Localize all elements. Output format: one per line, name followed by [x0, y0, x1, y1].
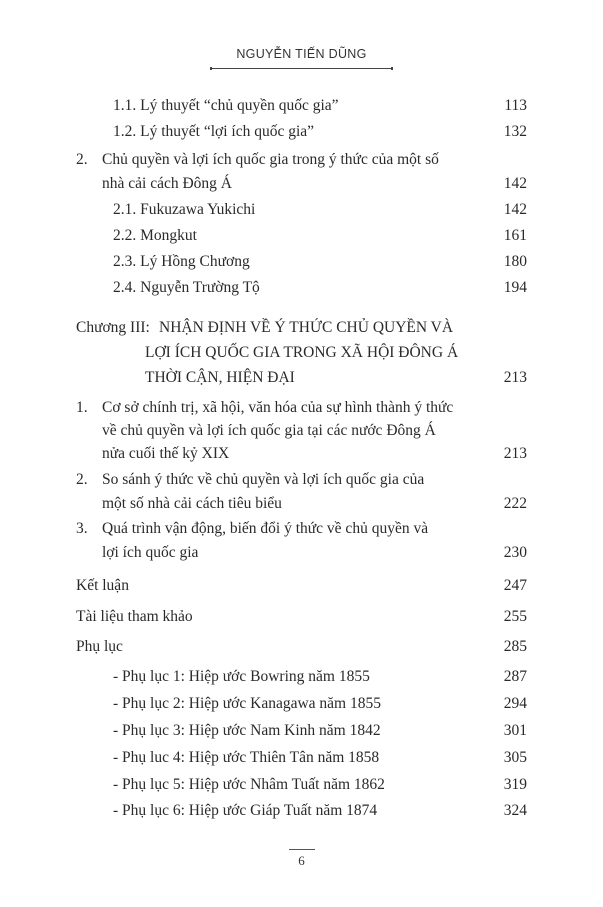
toc-entry-label-line2: một số nhà cải cách tiêu biểu	[102, 495, 282, 512]
toc-entry-page: 113	[504, 97, 527, 114]
toc-entry-label-line1: So sánh ý thức về chủ quyền và lợi ích quốc gia của	[102, 471, 425, 488]
toc-entry-label: 2.3. Lý Hồng Chương	[113, 253, 250, 270]
chapter-title-line3: THỜI CẬN, HIỆN ĐẠI	[145, 369, 295, 386]
toc-entry-label-line2: lợi ích quốc gia	[102, 544, 199, 561]
toc-entry-label: Phụ lục	[76, 638, 123, 655]
toc-entry-label: 1.2. Lý thuyết “lợi ích quốc gia”	[113, 123, 315, 140]
toc-entry-label-line2: về chủ quyền và lợi ích quốc gia tại các nước Đông Á	[102, 422, 436, 439]
toc-entry-page: 142	[503, 201, 527, 218]
appendix-entry-label: - Phụ lục 5: Hiệp ước Nhâm Tuất năm 1862	[113, 776, 385, 793]
appendix-entry-page: 287	[503, 668, 527, 685]
appendix-entry-page: 305	[503, 749, 527, 766]
toc-entry-page: 161	[503, 227, 527, 244]
toc-entry-number: 2.	[76, 151, 88, 168]
toc-entry-page: 142	[503, 175, 527, 192]
chapter-title-line2: LỢI ÍCH QUỐC GIA TRONG XÃ HỘI ĐÔNG Á	[145, 344, 459, 361]
toc-entry-label: 2.4. Nguyễn Trường Tộ	[113, 279, 260, 296]
toc-entry-label: Tài liệu tham khảo	[76, 608, 193, 625]
chapter-prefix: Chương III:	[76, 319, 150, 336]
toc-entry-label: Kết luận	[76, 577, 129, 594]
toc-entry-page: 255	[503, 608, 527, 625]
appendix-entry-label: - Phụ luc 4: Hiệp ước Thiên Tân năm 1858	[113, 749, 380, 766]
toc-entry-label-line2: nhà cải cách Đông Á	[102, 175, 232, 192]
toc-entry-page: 213	[503, 445, 527, 462]
toc-entry-label-line3: nửa cuối thế kỷ XIX	[102, 445, 230, 462]
toc-entry-label-line1: Cơ sở chính trị, xã hội, văn hóa của sự hình thành ý thức	[102, 399, 454, 416]
toc-entry-label: 2.1. Fukuzawa Yukichi	[113, 201, 256, 218]
page-number: 6	[298, 853, 305, 868]
appendix-entry-label: - Phụ lục 3: Hiệp ước Nam Kinh năm 1842	[113, 722, 381, 739]
toc-entry-page: 230	[503, 544, 527, 561]
running-header-author: NGUYỄN TIẾN DŨNG	[236, 47, 367, 61]
appendix-entry-label: - Phụ lục 2: Hiệp ước Kanagawa năm 1855	[113, 695, 381, 712]
toc-entry-page: 222	[503, 495, 527, 512]
appendix-entry-label: - Phụ lục 6: Hiệp ước Giáp Tuất năm 1874	[113, 802, 378, 819]
toc-entry-page: 180	[503, 253, 527, 270]
toc-entry-label-line1: Quá trình vận động, biến đổi ý thức về chủ quyền và	[102, 520, 429, 537]
toc-entry-page: 194	[503, 279, 527, 296]
toc-entry-page: 132	[503, 123, 527, 140]
toc-entry-label: 2.2. Mongkut	[113, 227, 197, 244]
chapter-page: 213	[503, 369, 527, 386]
toc-entry-number: 2.	[76, 471, 88, 488]
toc-entry-label-line1: Chủ quyền và lợi ích quốc gia trong ý thức của một số	[102, 151, 439, 168]
appendix-entry-label: - Phụ lục 1: Hiệp ước Bowring năm 1855	[113, 668, 370, 685]
appendix-entry-page: 319	[503, 776, 527, 793]
toc-entry-label: 1.1. Lý thuyết “chủ quyền quốc gia”	[113, 97, 339, 114]
footer-rule	[289, 849, 315, 850]
toc-entry-page: 247	[503, 577, 527, 594]
appendix-entry-page: 301	[503, 722, 527, 739]
toc-entry-number: 3.	[76, 520, 88, 537]
toc-entry-page: 285	[503, 638, 527, 655]
appendix-entry-page: 294	[503, 695, 527, 712]
toc-entry-number: 1.	[76, 399, 88, 416]
appendix-entry-page: 324	[503, 802, 527, 819]
header-rule	[210, 68, 393, 69]
chapter-title-line1: NHẬN ĐỊNH VỀ Ý THỨC CHỦ QUYỀN VÀ	[159, 319, 454, 336]
